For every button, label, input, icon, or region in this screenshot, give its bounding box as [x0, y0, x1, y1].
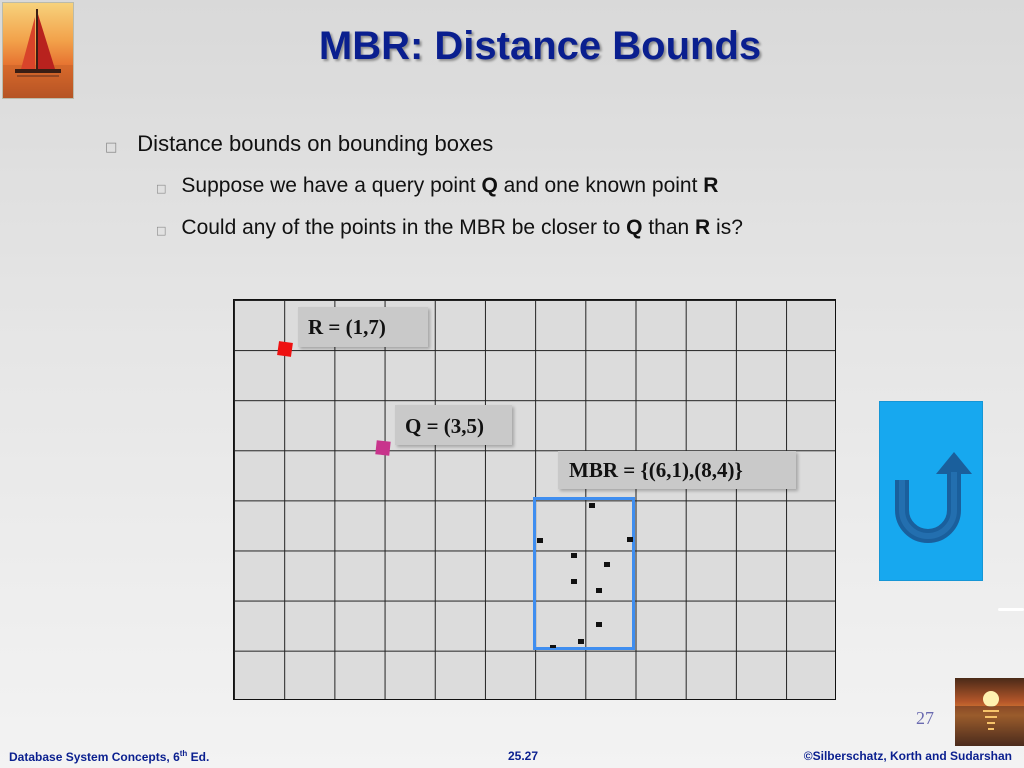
r-point-marker — [277, 341, 293, 357]
page-number: 27 — [916, 708, 934, 728]
footer-copyright: ©Silberschatz, Korth and Sudarshan — [803, 749, 1012, 763]
q-label: Q = (3,5) — [395, 405, 512, 445]
mbr-rectangle — [533, 497, 635, 650]
bullet-main-text: Distance bounds on bounding boxes — [137, 131, 494, 156]
bullet-main — [105, 131, 493, 157]
bullet-sub-2 — [156, 216, 743, 240]
bullet-sub-1-mid: and one known point — [497, 174, 704, 197]
q-symbol: Q — [481, 174, 498, 197]
mbr-point — [596, 622, 602, 627]
sunset-logo — [955, 678, 1024, 746]
bullet-sub-2-end: is? — [710, 216, 743, 239]
r-symbol: R — [695, 216, 711, 239]
bullet-sub-2-text: Could any of the points in the MBR be closer to — [181, 216, 627, 239]
footer-book-name: Database System Concepts, 6 — [9, 750, 180, 764]
mbr-point — [578, 639, 584, 644]
bullet-sub-1 — [156, 174, 718, 198]
r-symbol: R — [703, 174, 719, 197]
footer-edition-sup: th — [179, 749, 188, 758]
mbr-point — [571, 579, 577, 584]
square-bullet-icon: □ — [156, 224, 167, 237]
mbr-point — [571, 553, 577, 558]
footer — [0, 746, 1024, 768]
mbr-point — [596, 588, 602, 593]
mbr-point — [627, 537, 633, 542]
square-bullet-icon: □ — [105, 140, 118, 155]
q-symbol: Q — [626, 216, 643, 239]
u-turn-arrow-icon — [880, 402, 982, 580]
square-bullet-icon: □ — [156, 182, 167, 195]
slide-title: MBR: Distance Bounds — [318, 24, 762, 68]
mbr-point — [550, 645, 556, 648]
footer-slide-number: 25.27 — [508, 749, 539, 763]
mbr-label: MBR = {(6,1),(8,4)} — [558, 451, 796, 489]
footer-edition: Ed. — [187, 750, 210, 764]
footer-book-title — [9, 749, 209, 764]
bullet-sub-1-text: Suppose we have a query point — [181, 174, 482, 197]
mbr-point — [537, 538, 543, 543]
r-label: R = (1,7) — [298, 307, 428, 347]
mbr-point — [604, 562, 610, 567]
return-button[interactable] — [879, 401, 983, 581]
bullet-sub-2-mid: than — [642, 216, 696, 239]
q-point-marker — [375, 440, 390, 455]
mbr-point — [589, 503, 595, 508]
decor-line — [998, 608, 1024, 611]
